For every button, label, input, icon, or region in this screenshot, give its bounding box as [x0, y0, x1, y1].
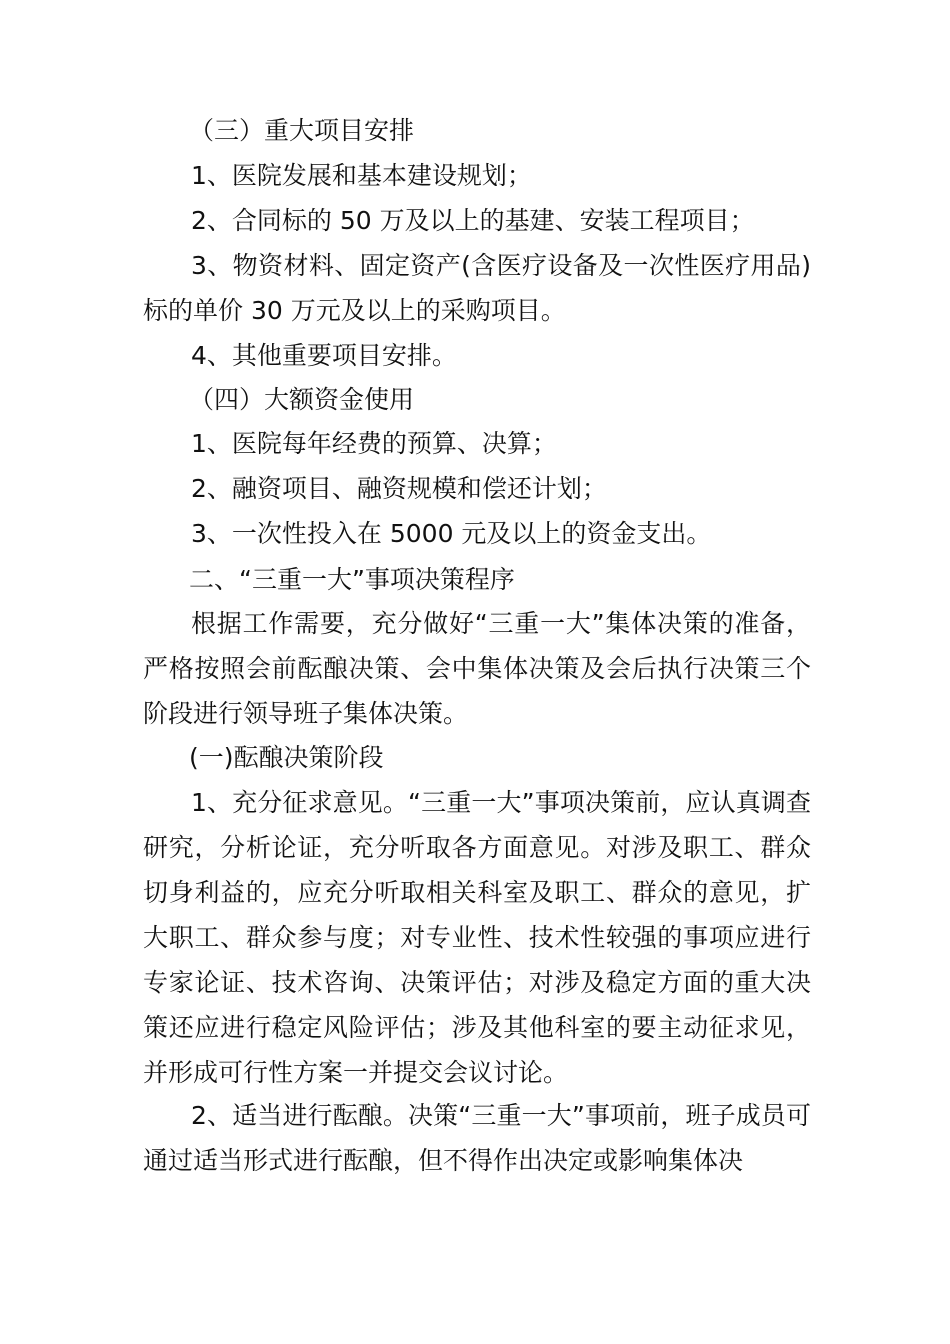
body-paragraph: 1、充分征求意见。“三重一大”事项决策前，应认真调查研究，分析论证，充分听取各方面意见。对涉及职工、群众切身利益的，应充分听取相关科室及职工、群众的意见，扩大职工、群众参与度；对专业性、技术性较强的事项应进行专家论证、技术咨询、决策评估；对涉及稳定方面的重大决策还应进行稳定风险评估；涉及其他科室的要主动征求见，并形成可行性方案一并提交会议讨论。: [143, 788, 811, 1087]
list-item: 1、医院发展和基本建设规划；: [191, 161, 532, 190]
section-heading-deliberation-stage: (一)酝酿决策阶段: [189, 743, 384, 772]
list-item: 4、其他重要项目安排。: [191, 341, 457, 370]
list-item: 2、融资项目、融资规模和偿还计划；: [191, 474, 607, 503]
body-paragraph: 2、适当进行酝酿。决策“三重一大”事项前，班子成员可通过适当形式进行酝酿，但不得作出决定或影响集体决: [143, 1101, 811, 1175]
list-item: 1、医院每年经费的预算、决算；: [191, 429, 557, 458]
section-heading-large-funds: （四）大额资金使用: [189, 385, 415, 414]
list-item: 2、合同标的 50 万及以上的基建、安装工程项目；: [191, 206, 755, 235]
chapter-heading-decision-procedure: 二、“三重一大”事项决策程序: [189, 565, 515, 594]
list-item: 3、一次性投入在 5000 元及以上的资金支出。: [191, 519, 712, 548]
body-paragraph: 根据工作需要，充分做好“三重一大”集体决策的准备，严格按照会前酝酿决策、会中集体决策及会后执行决策三个阶段进行领导班子集体决策。: [143, 609, 811, 728]
section-heading-major-projects: （三）重大项目安排: [189, 116, 415, 145]
list-item: 3、物资材料、固定资产(含医疗设备及一次性医疗用品)标的单价 30 万元及以上的采购项目。: [143, 251, 811, 325]
